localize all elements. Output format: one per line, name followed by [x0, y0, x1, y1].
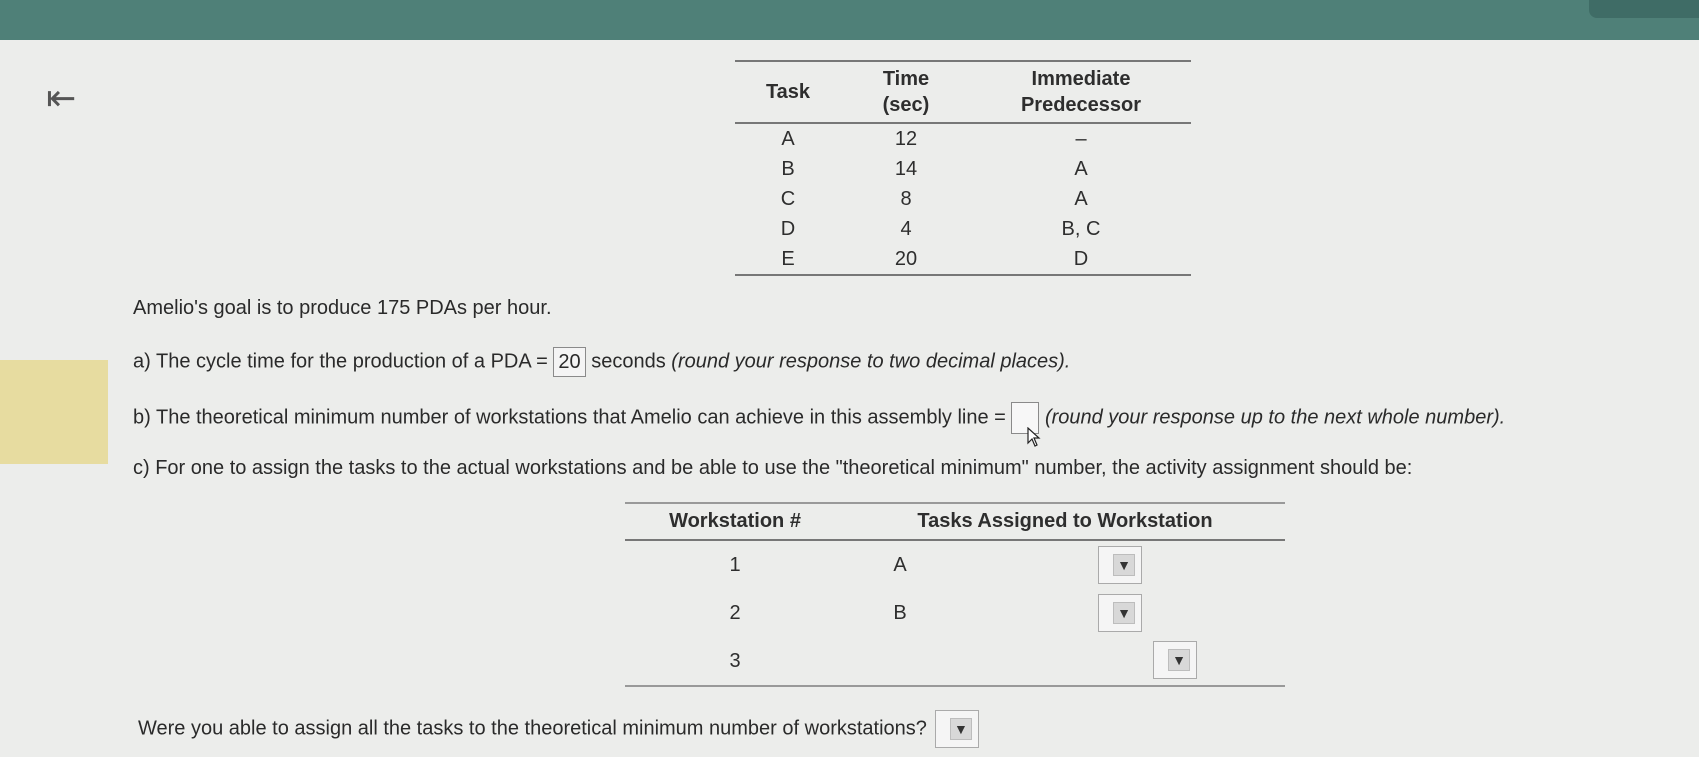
top-bar-corner [1589, 0, 1699, 18]
task-cell: A [781, 127, 795, 150]
top-bar [0, 0, 1699, 40]
header-time-line2: (sec) [882, 94, 930, 116]
table-row [735, 184, 1191, 214]
cycle-time-answer-field[interactable]: 20 [553, 347, 585, 377]
table-row [625, 589, 1285, 637]
dropdown-arrow-icon: ▼ [1168, 649, 1190, 671]
table-row [625, 637, 1285, 686]
left-accent-bar [0, 360, 108, 464]
time-cell: 20 [894, 247, 918, 270]
final-answer-dropdown[interactable] [935, 710, 979, 748]
ws3-task-dropdown[interactable] [1153, 641, 1197, 679]
header-predecessor [971, 61, 1191, 123]
predecessor-cell: D [1073, 247, 1089, 270]
final-question-text: Were you able to assign all the tasks to the theoretical minimum number of workstations? [138, 717, 927, 740]
predecessor-cell: A [1074, 157, 1088, 180]
table-row [735, 154, 1191, 184]
header-task: Task [735, 61, 841, 123]
collapse-left-arrow-icon[interactable]: ⇤ [46, 77, 77, 118]
predecessor-cell: B, C [1061, 217, 1101, 240]
time-cell: 14 [894, 157, 918, 180]
time-cell: 4 [900, 217, 912, 240]
assigned-task: B [893, 601, 907, 624]
goal-text: Amelio's goal is to produce 175 PDAs per hour. [133, 297, 552, 319]
task-cell: D [780, 217, 796, 240]
dropdown-arrow-icon: ▼ [1113, 554, 1135, 576]
workstation-number: 2 [729, 601, 741, 624]
task-cell: E [781, 247, 795, 270]
header-time-line1: Time [882, 68, 930, 90]
question-a-prefix: a) The cycle time for the production of a PDA = [133, 350, 548, 373]
question-a-hint: (round your response to two decimal places). [671, 350, 1071, 373]
task-table [735, 60, 1191, 276]
predecessor-cell: A [1074, 187, 1088, 210]
task-cell: B [781, 157, 795, 180]
dropdown-arrow-icon: ▼ [1113, 602, 1135, 624]
table-row [735, 123, 1191, 154]
question-a [133, 347, 1070, 377]
task-cell: C [780, 187, 796, 210]
assigned-task: A [893, 553, 907, 576]
table-row [735, 244, 1191, 275]
final-question [138, 710, 979, 748]
header-tasks-assigned: Tasks Assigned to Workstation [845, 503, 1285, 540]
question-b-prefix: b) The theoretical minimum number of workstations that Amelio can achieve in this assembly line = [133, 406, 1006, 429]
header-time [841, 61, 971, 123]
question-b [133, 402, 1505, 434]
header-workstation: Workstation # [625, 503, 845, 540]
header-pred-line2: Predecessor [1020, 94, 1142, 116]
time-cell: 8 [900, 187, 912, 210]
question-c: c) For one to assign the tasks to the actual workstations and be able to use the "theoretical minimum" number, the activity assignment should be: [133, 457, 1413, 479]
predecessor-cell: – [1075, 127, 1087, 150]
workstation-table [625, 502, 1285, 687]
header-pred-line1: Immediate [1031, 68, 1131, 90]
question-b-hint: (round your response up to the next whole number). [1044, 406, 1506, 429]
workstation-number: 3 [729, 649, 741, 672]
question-a-suffix: seconds [591, 350, 666, 373]
workstation-number: 1 [729, 553, 741, 576]
ws2-task-dropdown[interactable] [1098, 594, 1142, 632]
ws1-task-dropdown[interactable] [1098, 546, 1142, 584]
dropdown-arrow-icon: ▼ [950, 718, 972, 740]
table-row [735, 214, 1191, 244]
table-row [625, 540, 1285, 589]
time-cell: 12 [894, 127, 918, 150]
